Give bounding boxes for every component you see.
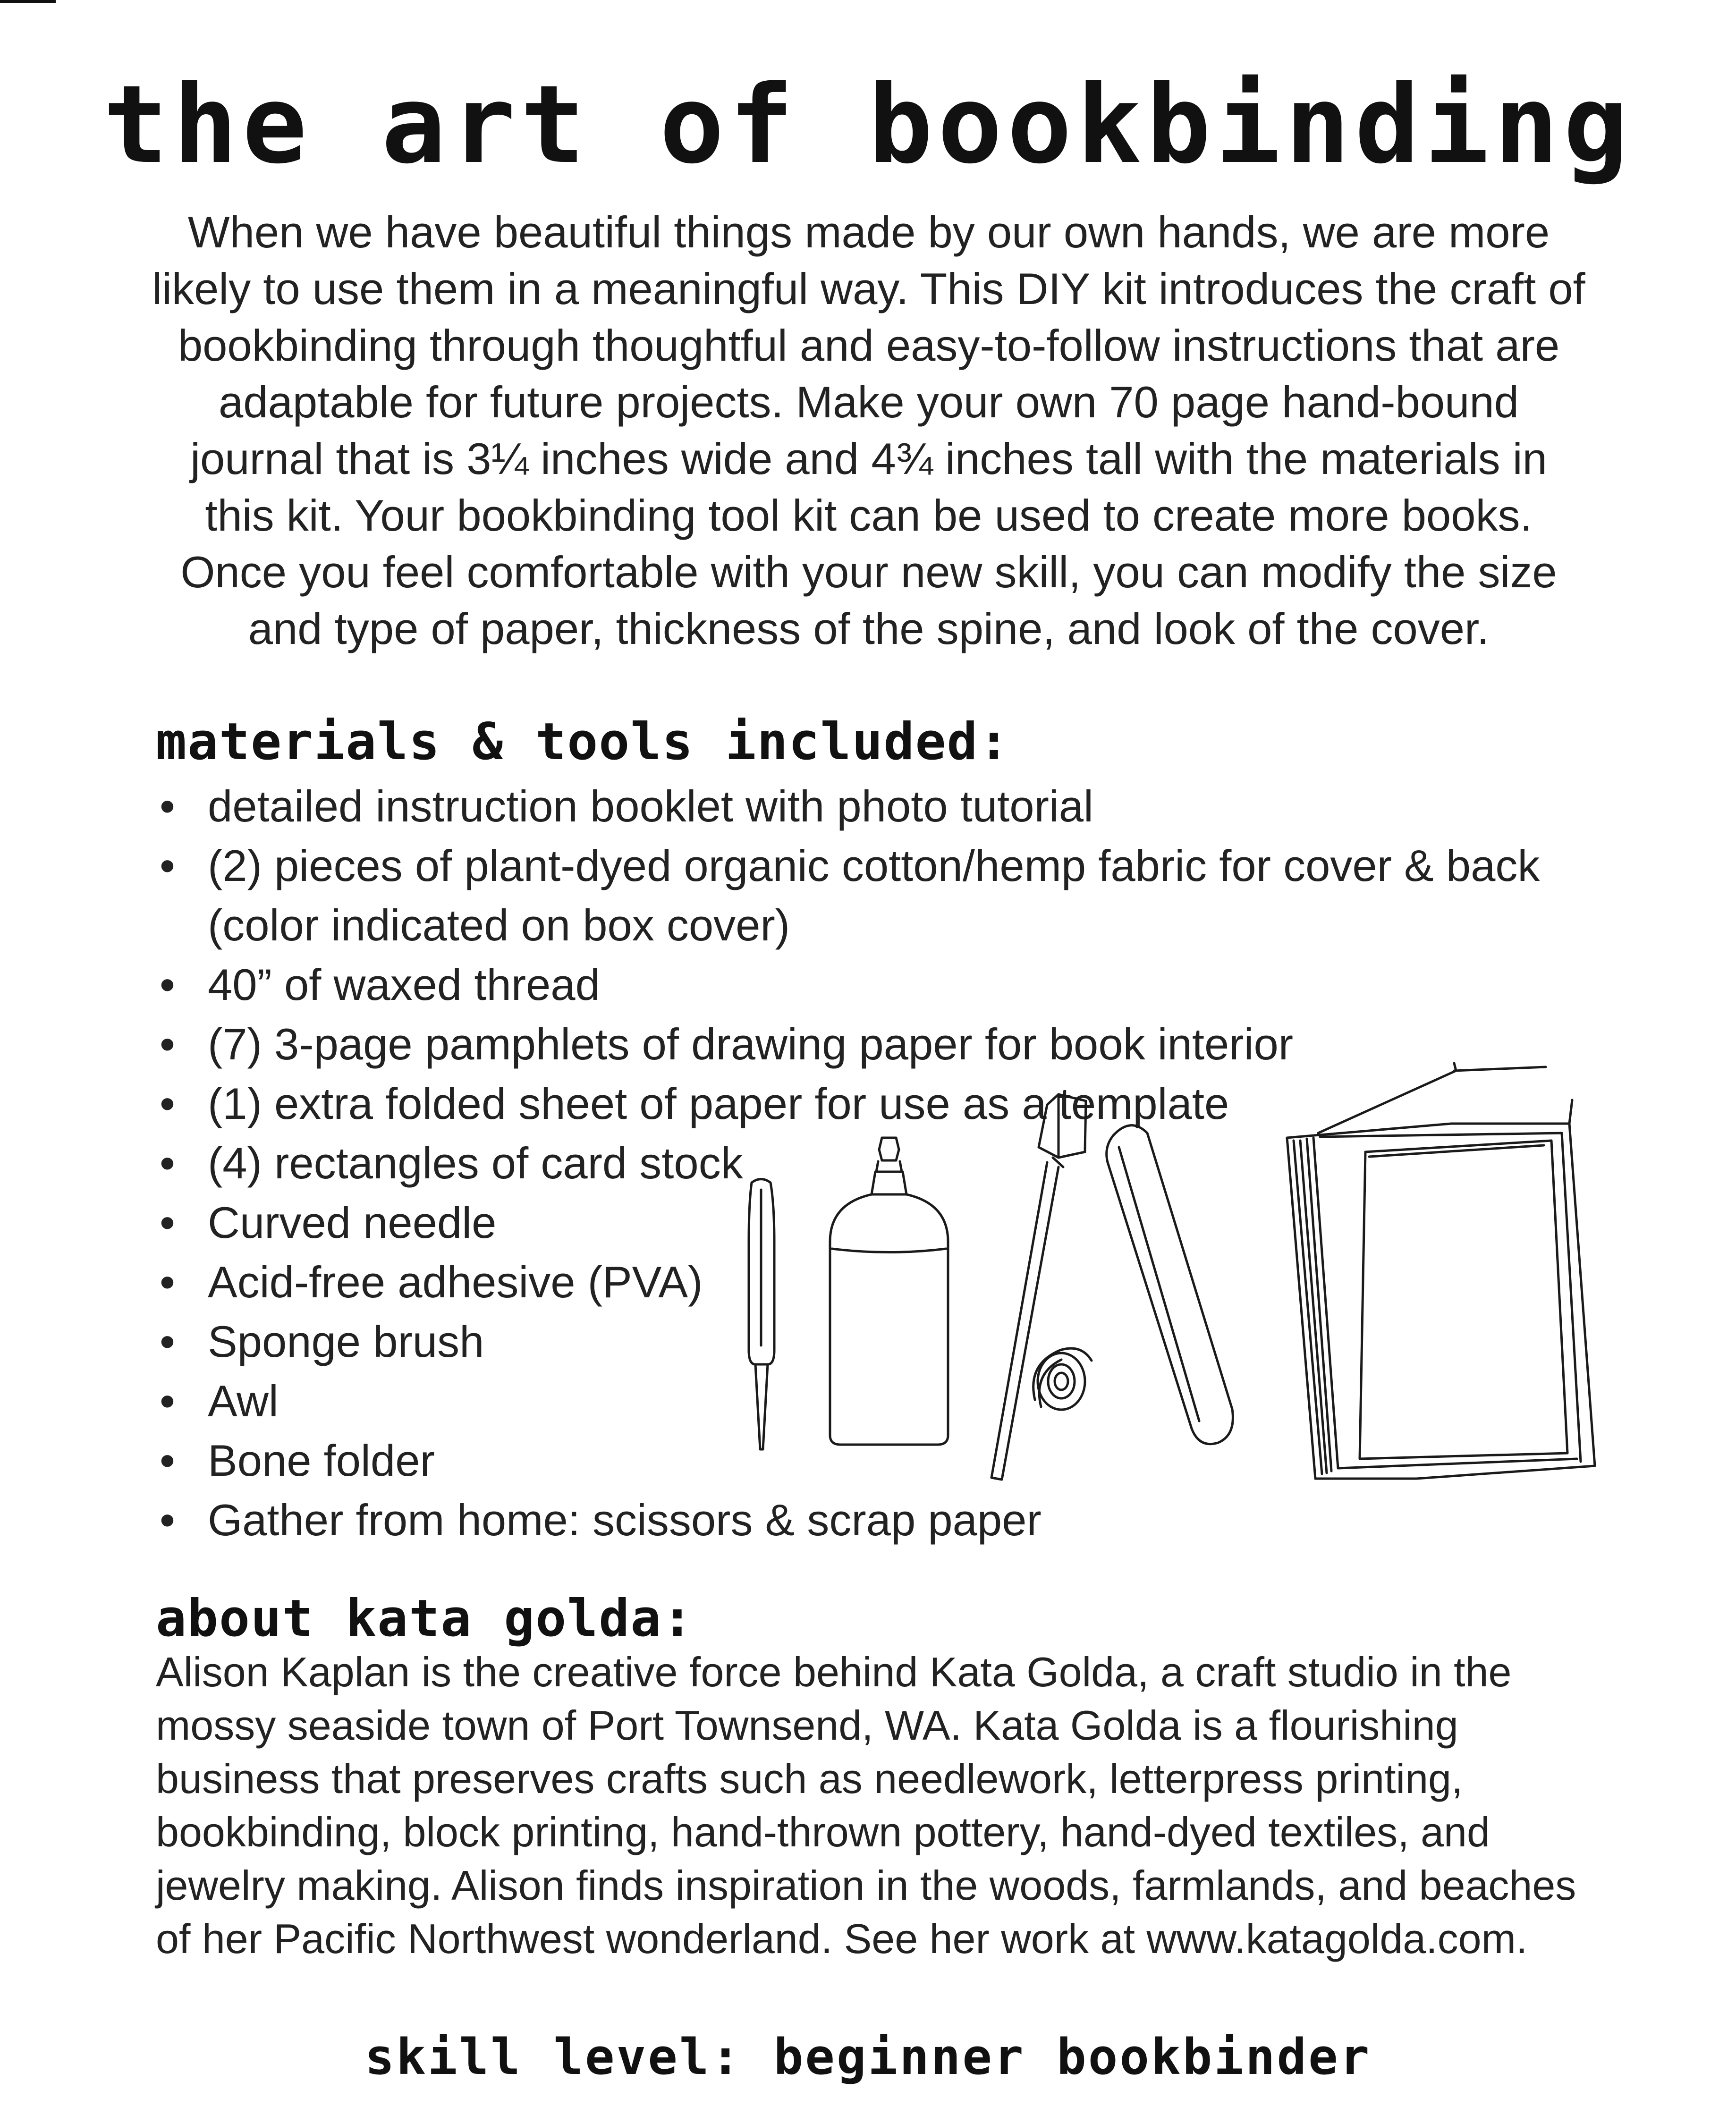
bullet: • [160, 781, 175, 831]
paper-stack-drawing [1287, 1063, 1595, 1479]
bullet: • [160, 960, 175, 1009]
thread-spool-drawing [1033, 1348, 1092, 1410]
bullet: • [160, 1257, 175, 1307]
awl-drawing [749, 1179, 774, 1450]
bullet: • [160, 1019, 175, 1069]
bookbinding-tools-illustration [708, 1062, 1615, 1506]
glue-bottle-drawing [830, 1138, 948, 1445]
list-item-text: 40” of waxed thread [208, 960, 600, 1009]
bullet: • [160, 1436, 175, 1485]
page-title: the art of bookbinding [103, 62, 1633, 187]
list-item-text: detailed instruction booklet with photo tutorial [208, 781, 1093, 831]
sponge-brush-drawing [991, 1094, 1086, 1480]
list-item [156, 836, 1619, 955]
bullet: • [160, 1198, 175, 1247]
bullet: • [160, 1495, 175, 1545]
list-item-text: (1) extra folded sheet of paper for use as a template [208, 1079, 1229, 1128]
list-item-text: (4) rectangles of card stock [208, 1138, 743, 1188]
corner-crop-mark [0, 0, 56, 3]
bullet: • [160, 1317, 175, 1366]
bone-folder-drawing [1107, 1125, 1233, 1444]
list-item-text: Curved needle [208, 1198, 497, 1247]
skill-level: skill level: beginner bookbinder [364, 2028, 1372, 2086]
list-item-text: Bone folder [208, 1436, 435, 1485]
list-item-text: Awl [208, 1376, 279, 1426]
list-item-text: Sponge brush [208, 1317, 484, 1366]
list-item-text: Acid-free adhesive (PVA) [208, 1257, 703, 1307]
materials-heading: materials & tools included: [156, 712, 1010, 771]
list-item [156, 955, 1619, 1015]
bullet: • [160, 1079, 175, 1128]
about-heading: about kata golda: [156, 1589, 694, 1648]
about-paragraph: Alison Kaplan is the creative force behind Kata Golda, a craft studio in the mossy seaside town of Port Townsend, WA. Kata Golda is a flourishing business that preserves crafts such as needlework, letterpress printing, bookbinding, block printing, hand-thrown pottery, hand-dyed textiles, and jewelry making. Alison finds inspiration in the woods, farmlands, and beaches of her Pacific Northwest wonderland. See her work at www.katagolda.com. [156, 1649, 1576, 1962]
list-item [156, 777, 1619, 836]
list-item-text: (2) pieces of plant-dyed organic cotton/hemp fabric for cover & back (color indicated on box cover) [208, 841, 1540, 950]
list-item-text: (7) 3-page pamphlets of drawing paper for book interior [208, 1019, 1294, 1069]
list-item-text: Gather from home: scissors & scrap paper [208, 1495, 1042, 1545]
bullet: • [160, 1376, 175, 1426]
intro-paragraph: When we have beautiful things made by our own hands, we are more likely to use them in a meaningful way. This DIY kit introduces the craft of bookbinding through thoughtful and easy-to-follow instructions that are adaptable for future projects. Make your own 70 page hand-bound journal that is 3¼ inches wide and 4¾ inches tall with the materials in this kit. Your bookbinding tool kit can be used to create more books. Once you feel comfortable with your new skill, you can modify the size and type of paper, thickness of the spine, and look of the cover. [152, 207, 1585, 653]
bullet: • [160, 1138, 175, 1188]
bullet: • [160, 841, 175, 890]
